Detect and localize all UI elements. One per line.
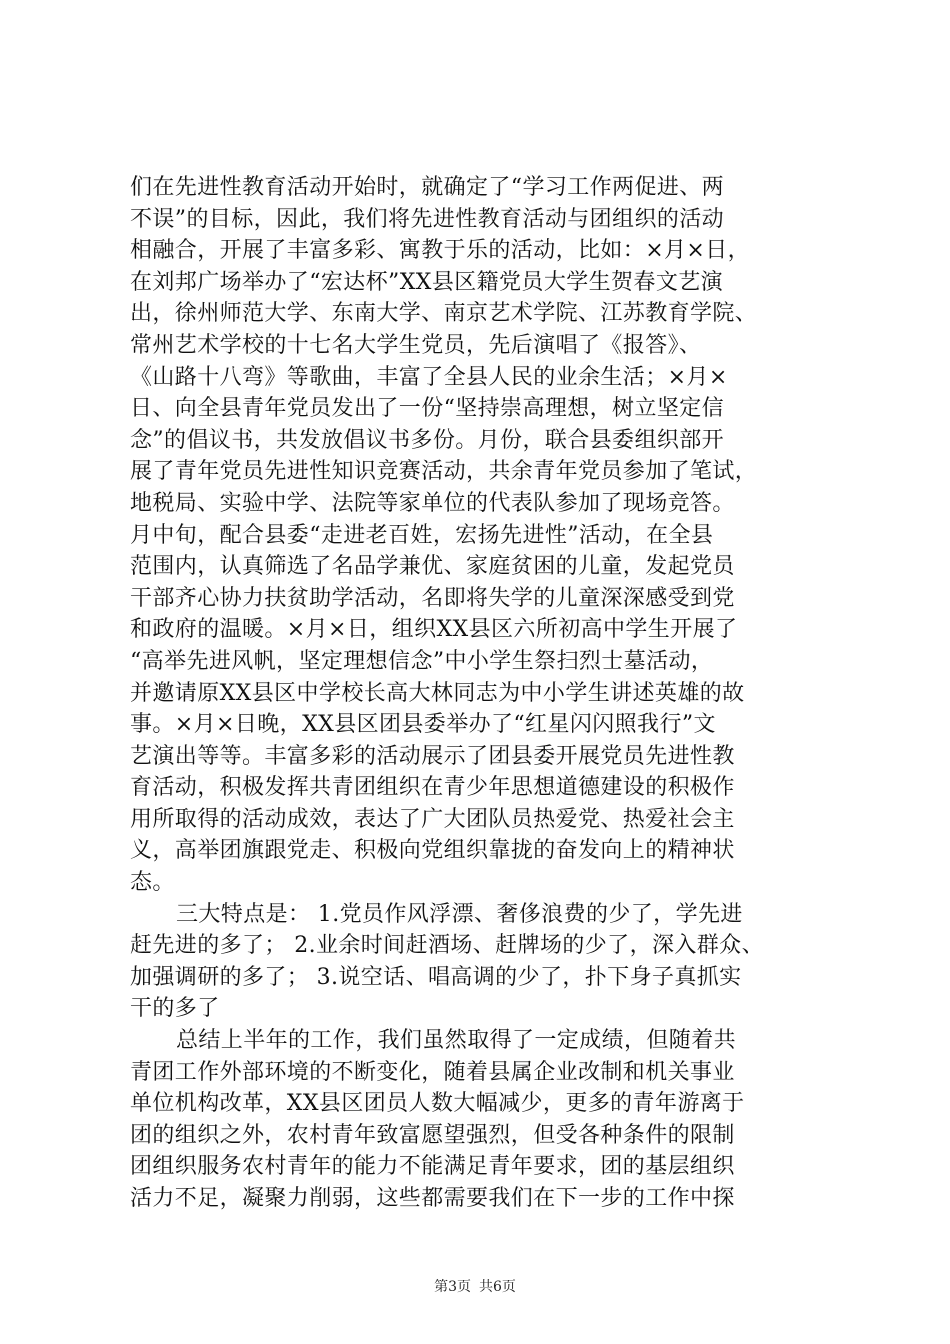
text-line: 干的多了 [130,996,220,1022]
text-line: 地税局、实验中学、法院等家单位的代表队参加了现场竞答。 [130,490,735,516]
paragraph [130,899,822,1025]
text-line: 事。×月×日晚，XX县区团县委举办了“红星闪闪照我行”文 [130,712,716,738]
text-line: 加强调研的多了； 3.说空话、唱高调的少了，扑下身子真抓实 [130,964,742,990]
text-line: 出，徐州师范大学、东南大学、南京艺术学院、江苏教育学院、 [130,301,758,327]
text-line: 团的组织之外，农村青年致富愿望强烈，但受各种条件的限制 [130,1122,735,1148]
text-line: 念”的倡议书，共发放倡议书多份。月份，联合县委组织部开 [130,427,725,453]
text-line: 并邀请原XX县区中学校长高大林同志为中小学生讲述英雄的故 [130,680,745,706]
page-number: 第3页 [434,1279,471,1295]
text-line: 展了青年党员先进性知识竞赛活动，共余青年党员参加了笔试， [130,459,758,485]
text-line: 和政府的温暖。×月×日，组织XX县区六所初高中学生开展了 [130,617,738,643]
text-line: 用所取得的活动成效，表达了广大团队员热爱党、热爱社会主 [130,806,735,832]
text-line: 单位机构改革，XX县区团员人数大幅减少，更多的青年游离于 [130,1091,745,1117]
text-line: 育活动，积极发挥共青团组织在青少年思想道德建设的积极作 [130,775,735,801]
text-line: 态。 [130,870,175,896]
text-line: 不误”的目标，因此，我们将先进性教育活动与团组织的活动 [130,206,725,232]
text-line: 《山路十八弯》等歌曲，丰富了全县人民的业余生活；×月× [130,364,728,390]
text-line: “高举先进风帆，坚定理想信念”中小学生祭扫烈士墓活动， [130,648,714,674]
text-line: 三大特点是： 1.党员作风浮漂、奢侈浪费的少了，学先进 [176,901,743,927]
text-line: 常州艺术学校的十七名大学生党员，先后演唱了《报答》、 [130,332,702,358]
page-total: 共6页 [479,1279,516,1295]
text-line: 活力不足，凝聚力削弱，这些都需要我们在下一步的工作中探 [130,1186,735,1211]
text-line: 干部齐心协力扶贫助学活动，名即将失学的儿童深深感受到党 [130,585,735,611]
paragraph [130,172,822,899]
page-footer [0,1276,950,1296]
text-line: 艺演出等等。丰富多彩的活动展示了团县委开展党员先进性教 [130,743,735,769]
text-line: 义，高举团旗跟党走、积极向党组织靠拢的奋发向上的精神状 [130,838,735,864]
text-line: 相融合，开展了丰富多彩、寓教于乐的活动，比如：×月×日， [130,238,751,264]
text-line: 们在先进性教育活动开始时，就确定了“学习工作两促进、两 [130,175,725,200]
text-line: 总结上半年的工作，我们虽然取得了一定成绩，但随着共 [176,1028,737,1054]
text-line: 日、向全县青年党员发出了一份“坚持崇高理想，树立坚定信 [130,396,725,422]
paragraph [130,1025,822,1215]
text-line: 在刘邦广场举办了“宏达杯”XX县区籍党员大学生贺春文艺演 [130,269,724,295]
body-text [130,172,822,1215]
text-line: 赶先进的多了； 2.业余时间赶酒场、赶牌场的少了，深入群众、 [130,933,764,959]
text-line: 团组织服务农村青年的能力不能满足青年要求，团的基层组织 [130,1154,735,1180]
text-line: 月中旬，配合县委“走进老百姓，宏扬先进性”活动，在全县 [130,522,714,548]
text-line: 青团工作外部环境的不断变化，随着县属企业改制和机关事业 [130,1059,735,1085]
text-line: 范围内，认真筛选了名品学兼优、家庭贫困的儿童，发起党员 [130,554,735,580]
